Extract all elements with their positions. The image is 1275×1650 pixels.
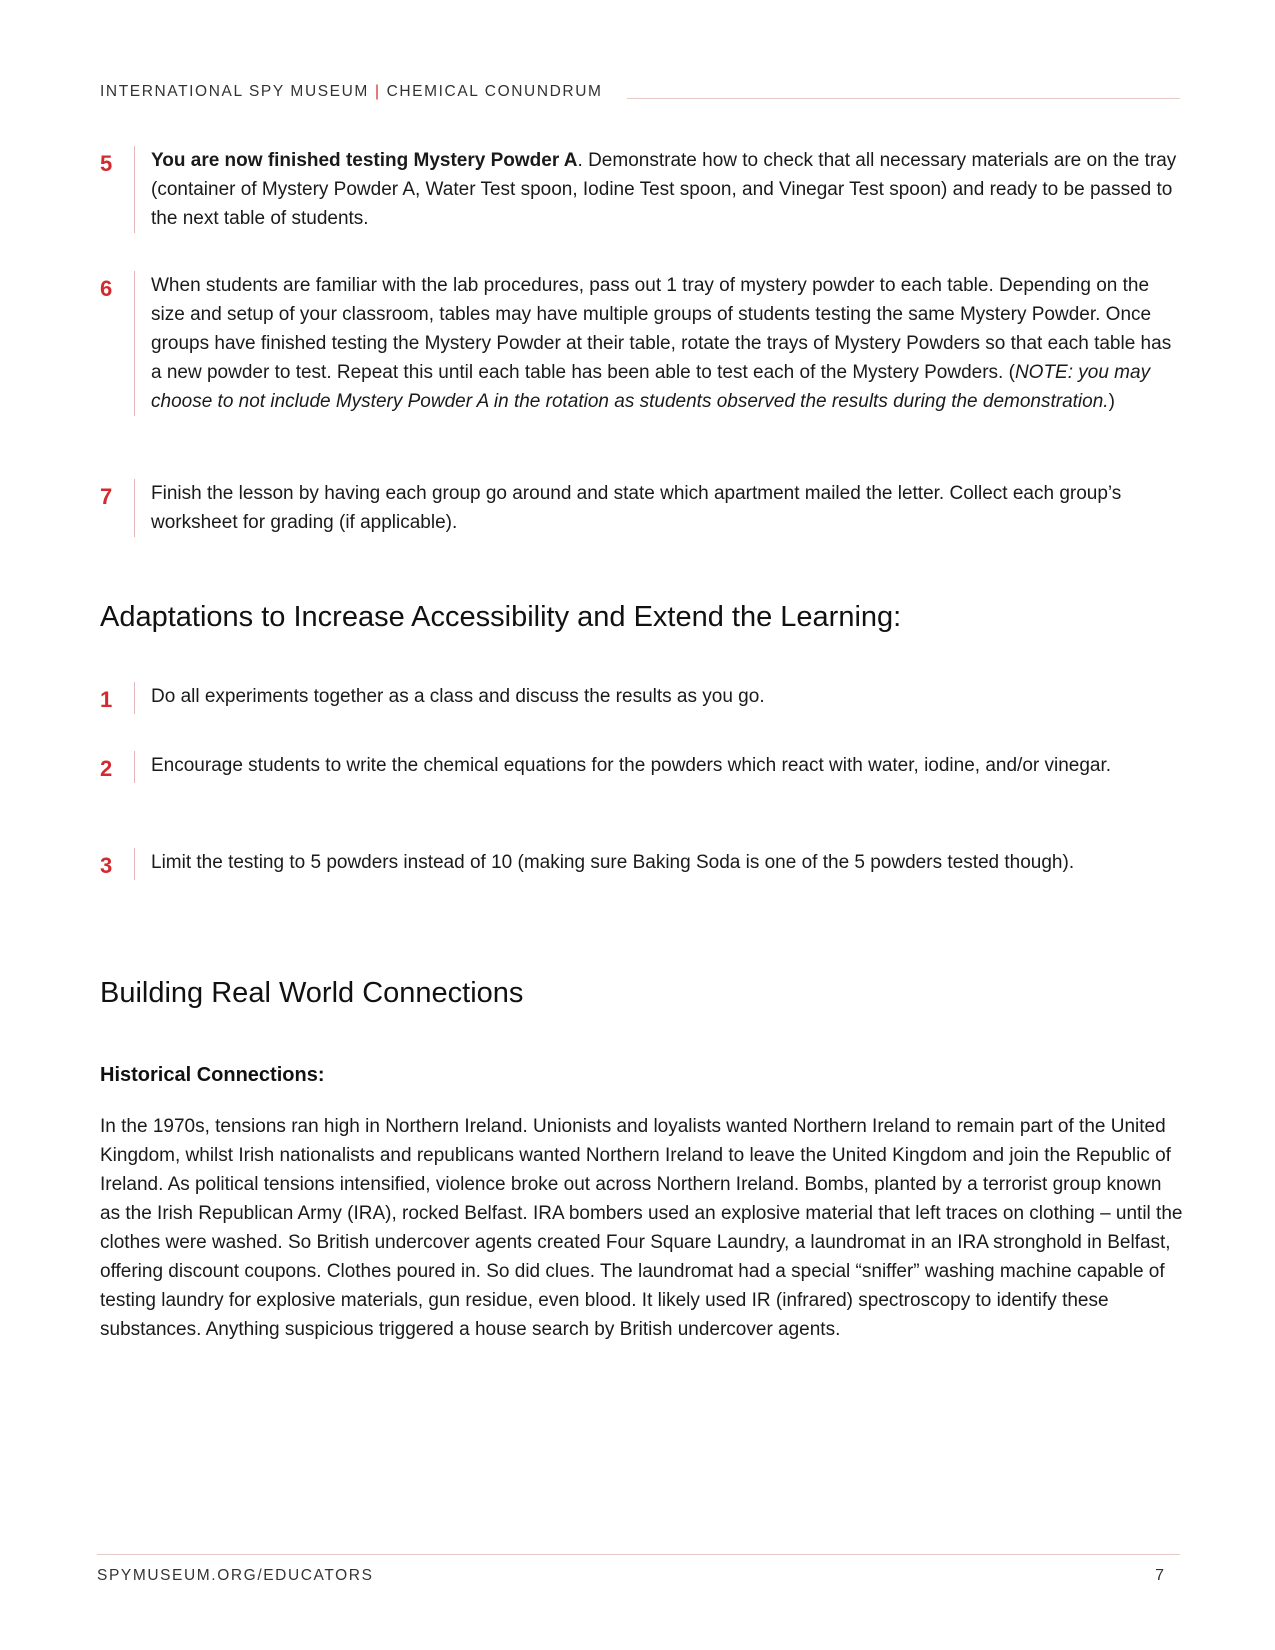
step-6 [100,271,1185,416]
step-number: 2 [100,756,113,781]
footer-url: SPYMUSEUM.ORG/EDUCATORS [97,1567,374,1584]
adaptation-text: Encourage students to write the chemical equations for the powders which react with water, iodine, and/or vinegar. [134,751,1111,783]
step-number: 5 [100,151,113,176]
step-text-tail: ) [1108,391,1115,412]
header-org: INTERNATIONAL SPY MUSEUM [100,83,369,100]
adaptations-heading: Adaptations to Increase Accessibility and Extend the Learning: [100,601,902,633]
step-bold-lead: You are now finished testing Mystery Powder A [151,150,578,171]
step-text: Finish the lesson by having each group go around and state which apartment mailed the letter. Collect each group’s worksheet for grading (if applicable). [134,479,1185,537]
step-text-main: When students are familiar with the lab procedures, pass out 1 tray of mystery powder to each table. Depending on the size and setup of your classroom, tables may have multiple groups of students testing the same Mystery Powder. Once groups have finished testing the Mystery Powder at their table, rotate the trays of Mystery Powders so that each table has a new powder to test. Repeat this until each table has been able to test each of the Mystery Powders. ( [151,275,1172,383]
adaptation-1 [100,682,1185,714]
header-separator: | [374,83,381,100]
adaptation-3 [100,848,1185,880]
footer-rule [97,1554,1180,1555]
historical-paragraph: In the 1970s, tensions ran high in Northern Ireland. Unionists and loyalists wanted Northern Ireland to remain part of the United Kingdom, whilst Irish nationalists and republicans wanted Northern Ireland to leave the United Kingdom and join the Republic of Ireland. As political tensions intensified, violence broke out across Northern Ireland. Bombs, planted by a terrorist group known as the Irish Republican Army (IRA), rocked Belfast. IRA bombers used an explosive material that left traces on clothing – until the clothes were washed. So British undercover agents created Four Square Laundry, a laundromat in an IRA stronghold in Belfast, offering discount coupons. Clothes poured in. So did clues. The laundromat had a special “sniffer” washing machine capable of testing laundry for explosive materials, gun residue, even blood. It likely used IR (infrared) spectroscopy to identify these substances. Anything suspicious triggered a house search by British undercover agents. [100,1116,1183,1340]
step-text [134,146,1185,233]
step-text-rest: . Demonstrate how to check that all necessary materials are on the tray (container of Mystery Powder A, Water Test spoon, Iodine Test spoon, and Vinegar Test spoon) and ready to be passed to the next table of students. [151,150,1177,229]
step-number: 7 [100,484,113,509]
step-note: NOTE: you may choose to not include Mystery Powder A in the rotation as students observed the results during the demonstration. [151,362,1151,412]
historical-connections-heading: Historical Connections: [100,1064,325,1086]
step-5 [100,146,1185,233]
page-number: 7 [1155,1567,1164,1584]
adaptation-2 [100,751,1185,783]
page-header [100,81,1180,103]
step-number: 6 [100,276,113,301]
connections-heading: Building Real World Connections [100,977,524,1009]
adaptation-text: Limit the testing to 5 powders instead of 10 (making sure Baking Soda is one of the 5 powders tested though). [134,848,1074,880]
adaptation-text: Do all experiments together as a class and discuss the results as you go. [134,682,765,714]
header-title: CHEMICAL CONUNDRUM [386,83,603,100]
step-number: 3 [100,853,113,878]
header-rule [627,98,1180,99]
step-text [134,271,1185,416]
step-number: 1 [100,687,113,712]
step-7 [100,479,1185,537]
